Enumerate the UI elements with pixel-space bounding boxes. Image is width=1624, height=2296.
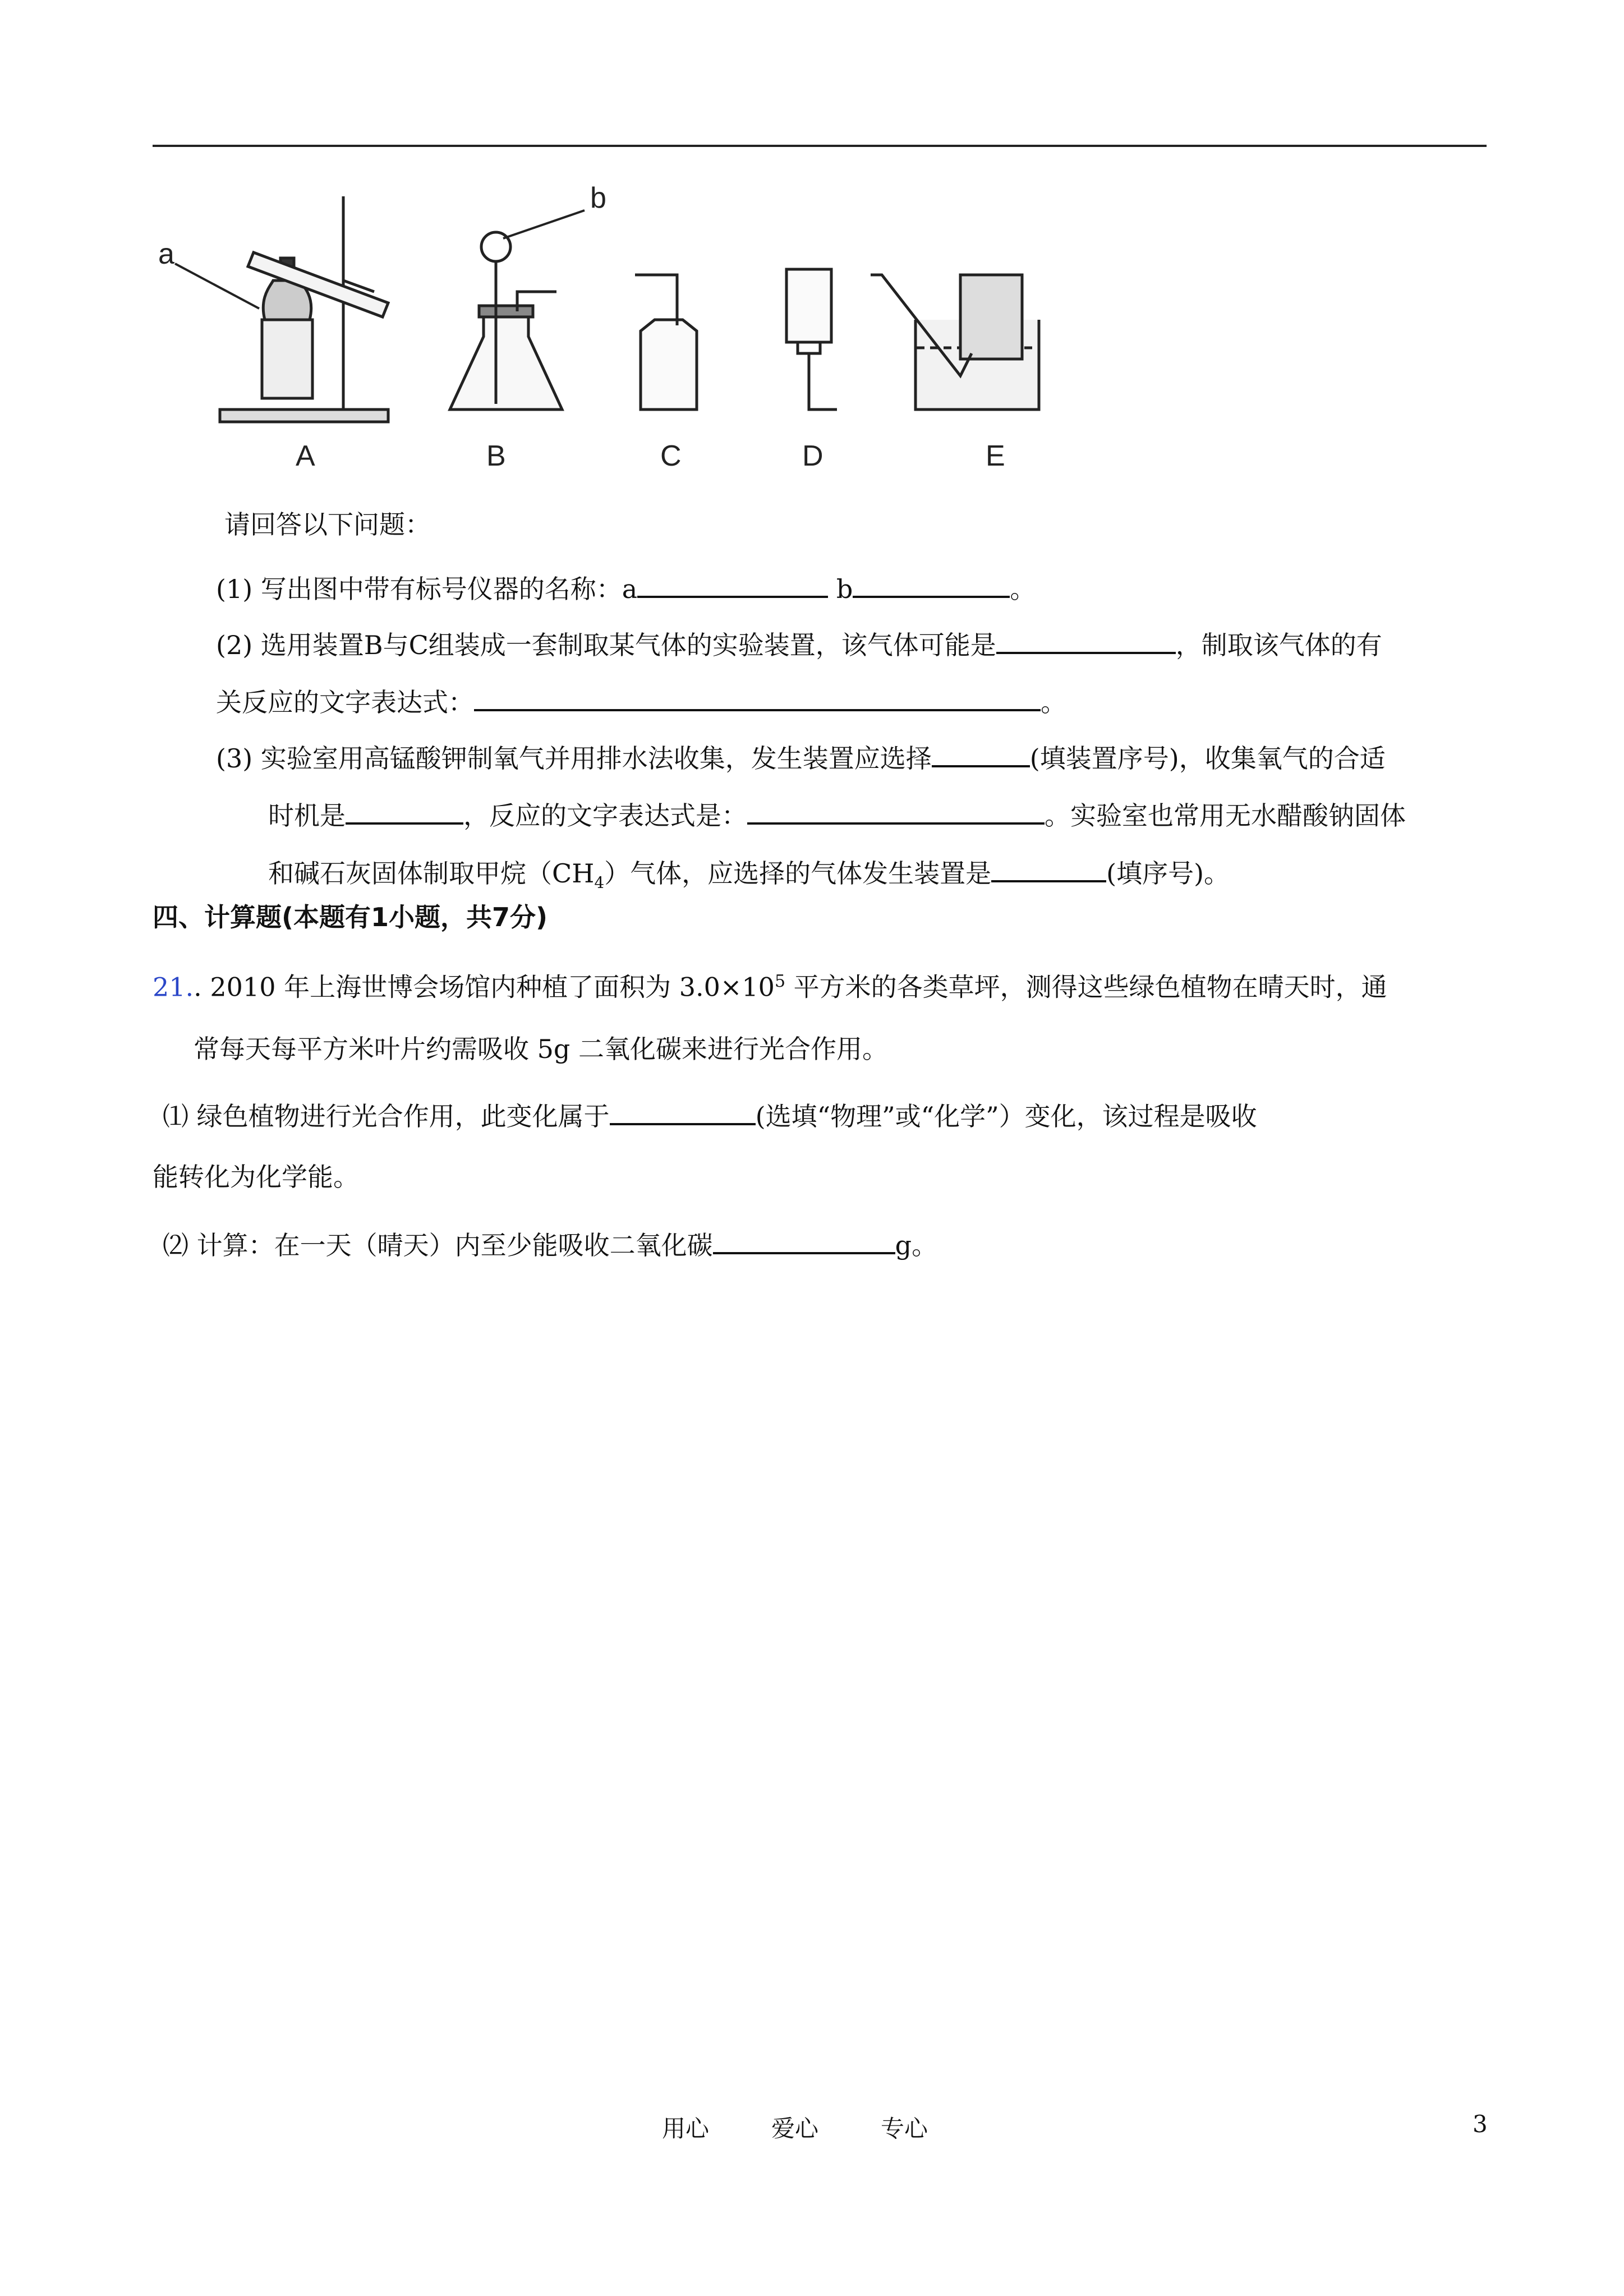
q21-p2-number: ⑵: [163, 1230, 188, 1260]
q21-p2-text: 计算：在一天（晴天）内至少能吸收二氧化碳: [196, 1230, 713, 1260]
label-b: b: [590, 185, 606, 214]
question-2-line1: [216, 628, 1382, 662]
question-3-line3: [268, 857, 1230, 900]
q3-line2c: 。实验室也常用无水醋酸钠固体: [1045, 800, 1406, 831]
apparatus-label-E: E: [986, 440, 1005, 472]
q1-text: 写出图中带有标号仪器的名称：a: [260, 574, 638, 604]
q3-text2: (填装置序号)，收集氧气的合适: [1029, 743, 1386, 774]
footer-right: 专心: [881, 2115, 928, 2142]
question-3-line2: [268, 799, 1406, 832]
q3-line3-subscript: 4: [594, 873, 605, 892]
q2-end: 。: [1041, 687, 1066, 717]
question-21-line1: [153, 965, 1387, 1004]
q3-line3a: 和碱石灰固体制取甲烷（CH: [268, 858, 595, 889]
q1-blank-b[interactable]: [853, 573, 1010, 598]
q2-number: (2): [216, 630, 253, 660]
q1-mid: b: [836, 574, 853, 604]
question-3-line1: [216, 742, 1386, 775]
footer-mid: 爱心: [771, 2115, 819, 2142]
footer-left: 用心: [662, 2115, 710, 2142]
header-rule: [153, 145, 1487, 147]
intro-text: 请回答以下问题：: [224, 509, 431, 540]
question-21-part1: [163, 1099, 1257, 1133]
q1-blank-a[interactable]: [637, 573, 828, 598]
q21-p2-blank[interactable]: [713, 1230, 895, 1254]
apparatus-d-bottle: [786, 269, 837, 409]
q1-number: (1): [216, 574, 253, 604]
apparatus-b-flask: [450, 210, 585, 409]
apparatus-label-A: A: [296, 440, 315, 472]
apparatus-label-C: C: [660, 440, 682, 472]
q2-text: 选用装置B与C组装成一套制取某气体的实验装置，该气体可能是: [260, 630, 996, 660]
q2-line2: 关反应的文字表达式：: [216, 687, 474, 717]
q21-text-a: . 2010 年上海世博会场馆内种植了面积为 3.0×10: [194, 972, 775, 1002]
q21-p2-end: g。: [895, 1230, 938, 1260]
q3-line3b: ）气体，应选择的气体发生装置是: [604, 858, 992, 889]
question-21-line2: 常每天每平方米叶片约需吸收 5g 二氧化碳来进行光合作用。: [194, 1034, 888, 1064]
q3-line2b: ，反应的文字表达式是：: [463, 800, 747, 831]
q3-text: 实验室用高锰酸钾制氧气并用排水法收集，发生装置应选择: [260, 743, 932, 774]
q21-p1-text2: (选填“物理”或“化学”）变化，该过程是吸收: [755, 1101, 1257, 1131]
question-21-part1-line2: 能转化为化学能。: [153, 1162, 359, 1192]
q2-blank-gas[interactable]: [996, 629, 1176, 654]
apparatus-label-B: B: [486, 440, 506, 472]
q3-line3c: (填序号)。: [1106, 858, 1230, 889]
q3-blank-device[interactable]: [932, 743, 1030, 767]
apparatus-figure: [153, 185, 1162, 477]
q21-number: 21.: [153, 972, 194, 1002]
q3-line2a: 时机是: [268, 800, 346, 831]
apparatus-e-trough: [871, 275, 1039, 409]
q2-text2: ，制取该气体的有: [1175, 630, 1382, 660]
q21-p1-blank[interactable]: [610, 1101, 756, 1125]
question-2-line2: [216, 685, 1066, 719]
q3-blank-equation[interactable]: [747, 800, 1045, 825]
q21-superscript: 5: [774, 972, 786, 991]
apparatus-c-bottle: [635, 275, 697, 409]
q1-end: 。: [1010, 574, 1036, 604]
apparatus-a-heating: [175, 196, 388, 422]
page-number: 3: [1473, 2110, 1488, 2138]
section-4-heading: 四、计算题(本题有1小题，共7分): [153, 902, 548, 932]
apparatus-label-D: D: [802, 440, 823, 472]
q2-blank-equation[interactable]: [474, 687, 1041, 711]
q3-blank-methane-device[interactable]: [991, 858, 1106, 882]
q21-p1-number: ⑴: [163, 1101, 188, 1131]
q3-number: (3): [216, 743, 253, 774]
q21-p1-text: 绿色植物进行光合作用，此变化属于: [196, 1101, 610, 1131]
q21-text-b: 平方米的各类草坪，测得这些绿色植物在晴天时，通: [785, 972, 1387, 1002]
question-1: [216, 572, 1036, 606]
q3-blank-timing[interactable]: [346, 800, 463, 825]
question-21-part2: [163, 1228, 937, 1262]
label-a: a: [158, 238, 174, 270]
